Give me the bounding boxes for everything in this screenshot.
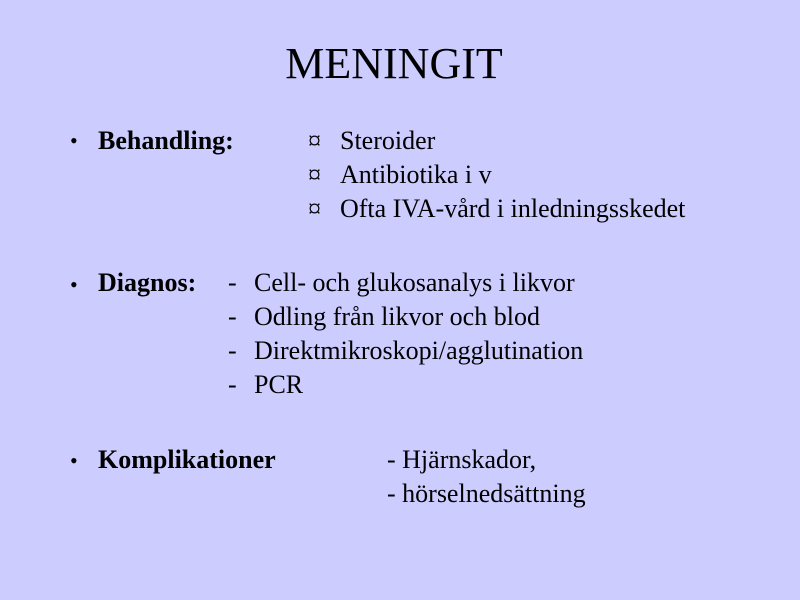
marker-icon: ¤ [308,194,321,223]
marker-dash: - [228,302,237,331]
list-item-text: Odling från likvor och blod [254,302,540,331]
marker-icon: ¤ [308,126,321,155]
section-label-komplikationer: Komplikationer [98,445,276,474]
list-item [308,158,492,192]
list-item-text: Direktmikroskopi/agglutination [254,336,584,365]
list-item [228,266,575,300]
list-item: - hörselnedsättning [387,479,586,508]
list-item: - Hjärnskador, [387,445,537,474]
list-item-text: Antibiotika i v [340,160,492,189]
bullet-icon: • [70,272,78,297]
list-item-text: Steroider [340,126,436,155]
list-item-text: Ofta IVA-vård i inledningsskedet [340,194,686,223]
marker-icon: ¤ [308,160,321,189]
list-item [228,300,540,334]
bullet-icon: • [70,448,78,473]
list-item-text: Cell- och glukosanalys i likvor [254,268,575,297]
section-label-diagnos: Diagnos: [98,268,197,297]
marker-dash: - [228,336,237,365]
section-label-behandling: Behandling: [98,126,234,155]
slide-title: MENINGIT [285,39,503,88]
list-item-text: PCR [254,370,304,399]
list-item [308,124,435,158]
bullet-icon: • [70,128,78,153]
list-item [228,368,303,402]
list-item [308,192,685,226]
marker-dash: - [228,268,237,297]
list-item [228,334,583,368]
marker-dash: - [228,370,237,399]
